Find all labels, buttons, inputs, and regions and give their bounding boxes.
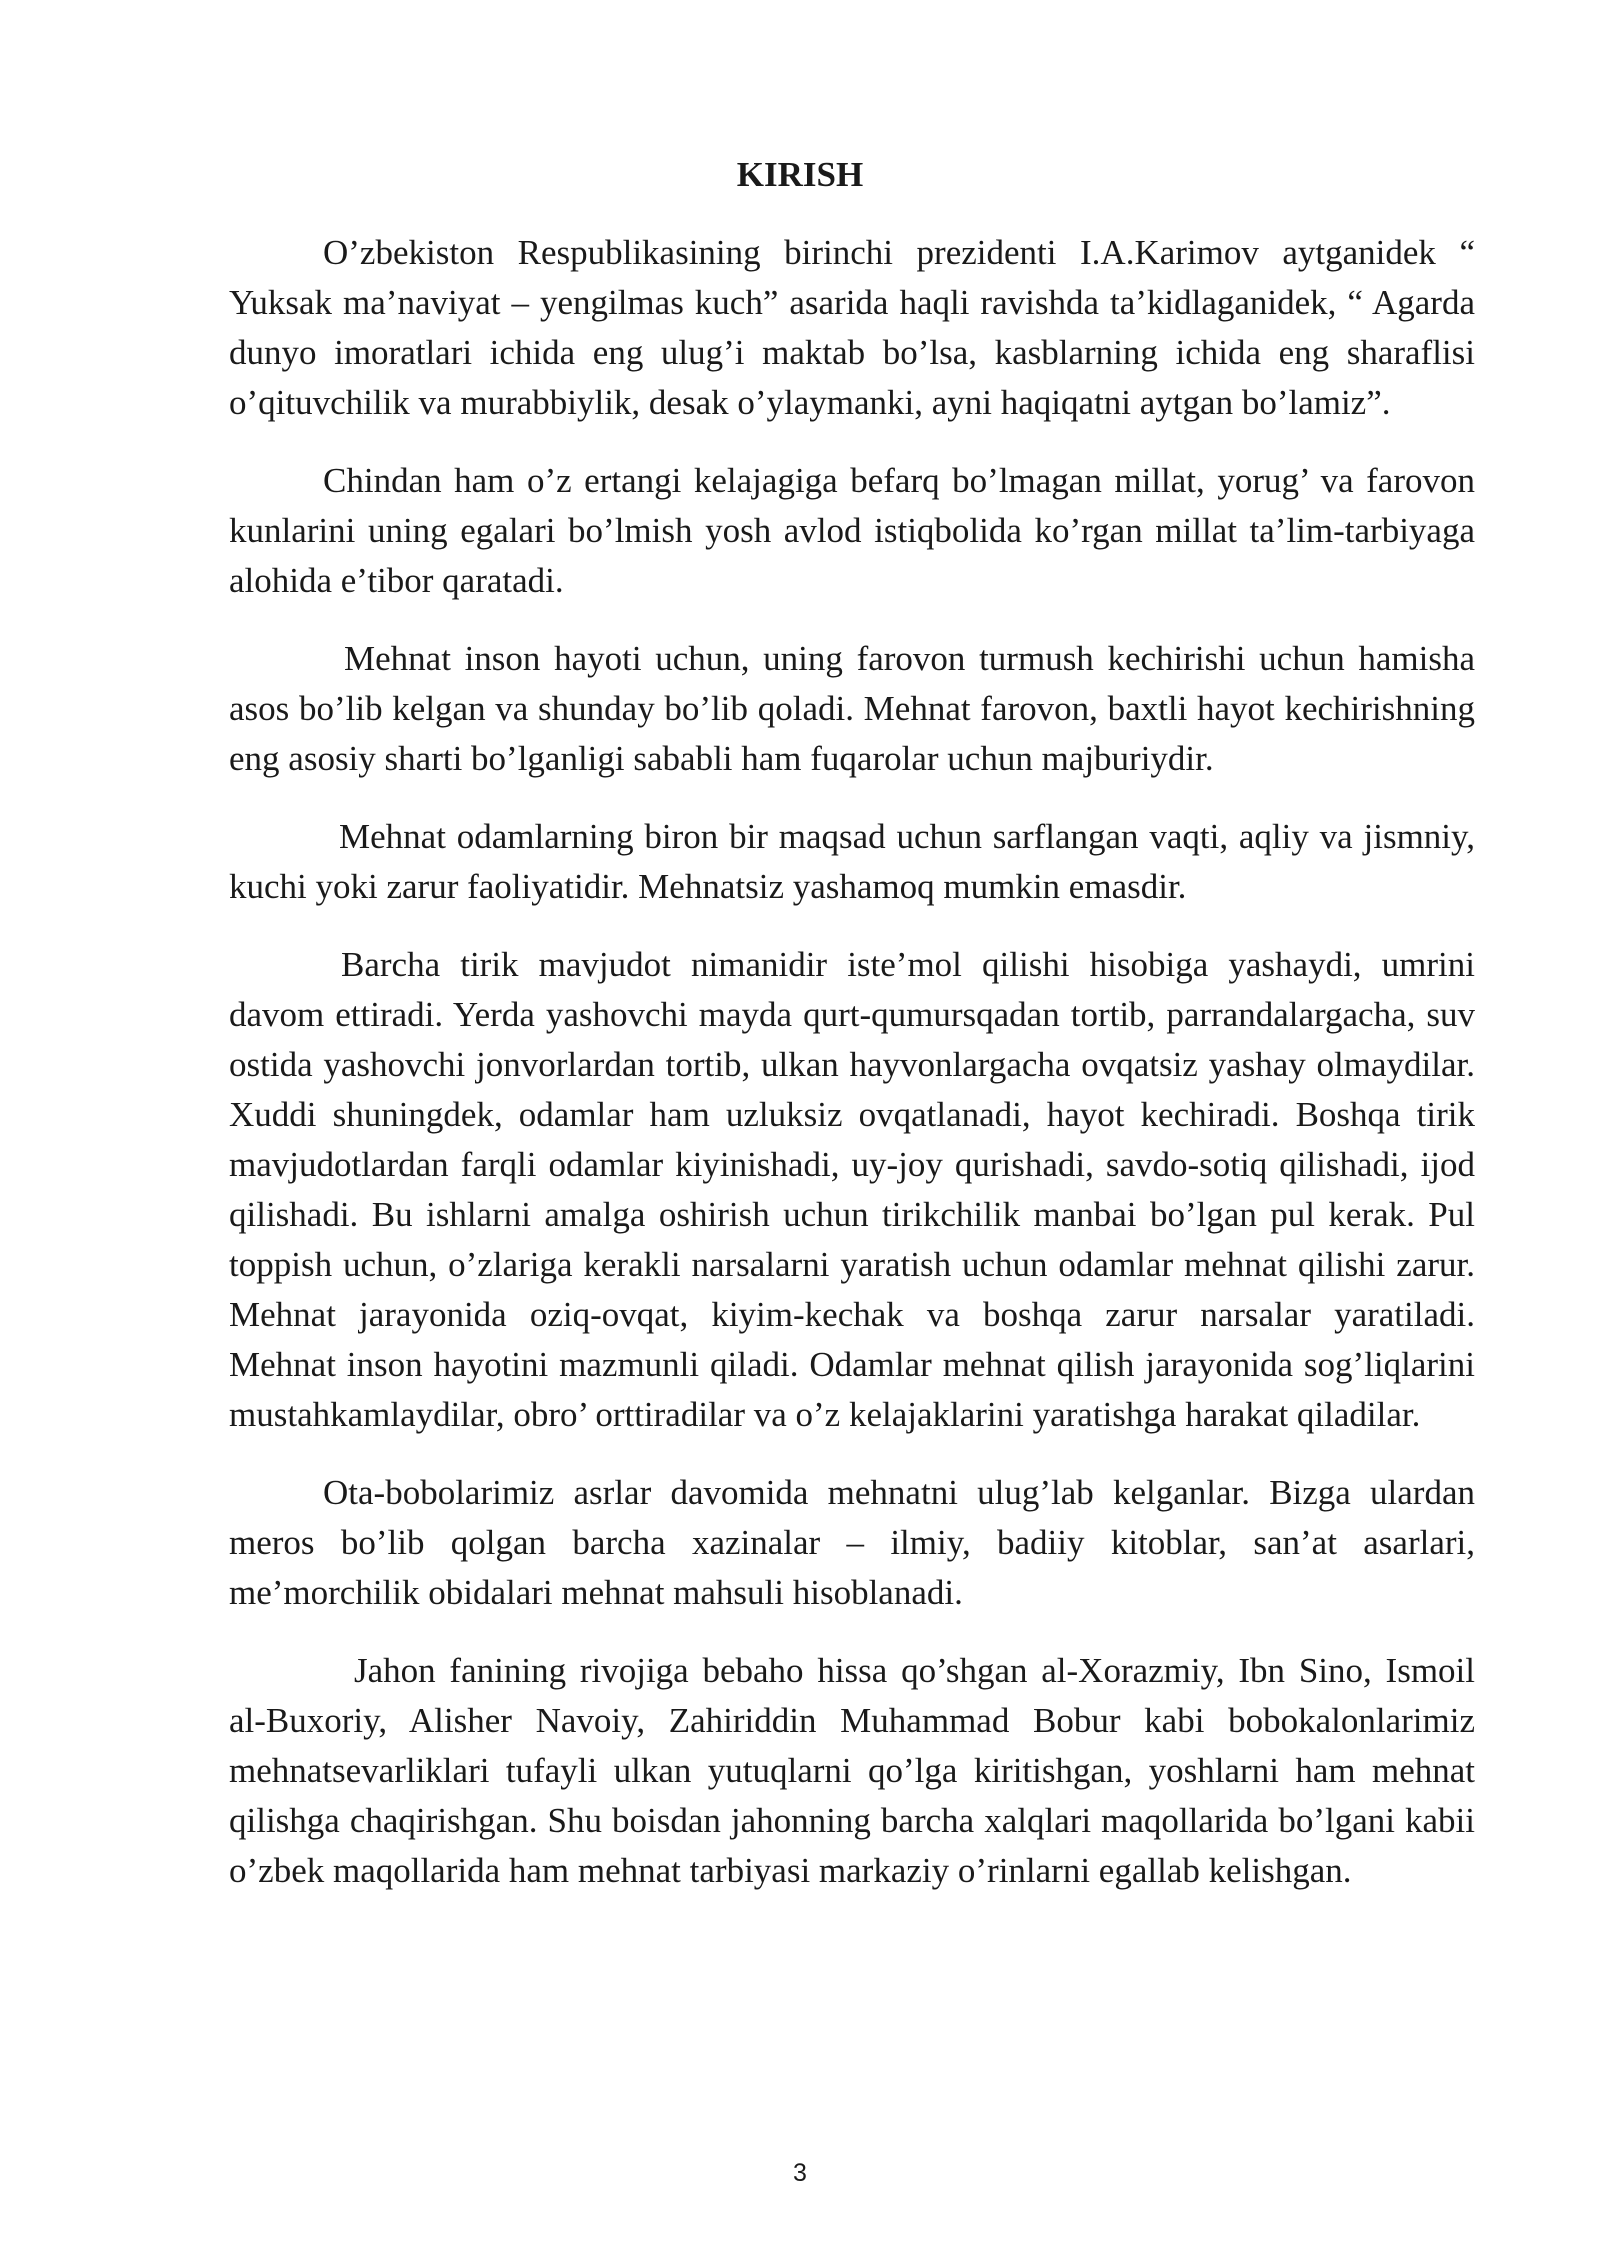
paragraph-7: Jahon fanining rivojiga bebaho hissa qo’shgan al-Xorazmiy, Ibn Sino, Ismoil al-Buxoriy, Alisher Navoiy, Zahiriddin Muhammad Bobur kabi bobokalonlarimiz mehnatsevarliklari tufayli ulkan yutuqlarni qo’lga kiritishgan, yoshlarni ham mehnat qilishga chaqirishgan. Shu boisdan jahonning barcha xalqlari maqollarida bo’lgani kabii o’zbek maqollarida ham mehnat tarbiyasi markaziy o’rinlarni egallab kelishgan. (229, 1651, 1475, 1890)
paragraph-5: Barcha tirik mavjudot nimanidir iste’mol qilishi hisobiga yashaydi, umrini davom ettiradi. Yerda yashovchi mayda qurt-qumursqadan tortib, parrandalargacha, suv ostida yashovchi jonvorlardan tortib, ulkan hayvonlargacha ovqatsiz yashay olmaydilar. Xuddi shuningdek, odamlar ham uzluksiz ovqatlanadi, hayot kechiradi. Boshqa tirik mavjudotlardan farqli odamlar kiyinishadi, uy-joy qurishadi, savdo-sotiq qilishadi, ijod qilishadi. Bu ishlarni amalga oshirish uchun tirikchilik manbai bo’lgan pul kerak. Pul toppish uchun, o’zlariga kerakli narsalarni yaratish uchun odamlar mehnat qilishi zarur. Mehnat jarayonida oziq-ovqat, kiyim-kechak va boshqa zarur narsalar yaratiladi. Mehnat inson hayotini mazmunli qiladi. Odamlar mehnat qilish jarayonida sog’liqlarini mustahkamlaydilar, obro’ orttiradilar va o’z kelajaklarini yaratishga harakat qiladilar. (229, 945, 1475, 1434)
page-number: 3 (793, 2159, 807, 2187)
paragraph-6: Ota-bobolarimiz asrlar davomida mehnatni ulug’lab kelganlar. Bizga ulardan meros bo’lib qolgan barcha xazinalar – ilmiy, badiiy kitoblar, san’at asarlari, me’morchilik obidalari mehnat mahsuli hisoblanadi. (229, 1473, 1475, 1612)
paragraph-4: Mehnat odamlarning biron bir maqsad uchun sarflangan vaqti, aqliy va jismniy, kuchi yoki zarur faoliyatidir. Mehnatsiz yashamoq mumkin emasdir. (229, 817, 1475, 906)
document-body (229, 228, 1475, 1924)
paragraph-2: Chindan ham o’z ertangi kelajagiga befarq bo’lmagan millat, yorug’ va farovon kunlarini uning egalari bo’lmish yosh avlod istiqbolida ko’rgan millat ta’lim-tarbiyaga alohida e’tibor qaratadi. (229, 461, 1475, 600)
paragraph-3: Mehnat inson hayoti uchun, uning farovon turmush kechirishi uchun hamisha asos bo’lib kelgan va shunday bo’lib qoladi. Mehnat farovon, baxtli hayot kechirishning eng asosiy sharti bo’lganligi sababli ham fuqarolar uchun majburiydir. (229, 639, 1475, 778)
paragraph-1: O’zbekiston Respublikasining birinchi prezidenti I.A.Karimov aytganidek “ Yuksak ma’naviyat – yengilmas kuch” asarida haqli ravishda ta’kidlaganidek, “ Agarda dunyo imoratlari ichida eng ulug’i maktab bo’lsa, kasblarning ichida eng sharaflisi o’qituvchilik va murabbiylik, desak o’ylaymanki, ayni haqiqatni aytgan bo’lamiz”. (229, 233, 1475, 422)
page-title: KIRISH (736, 155, 864, 194)
